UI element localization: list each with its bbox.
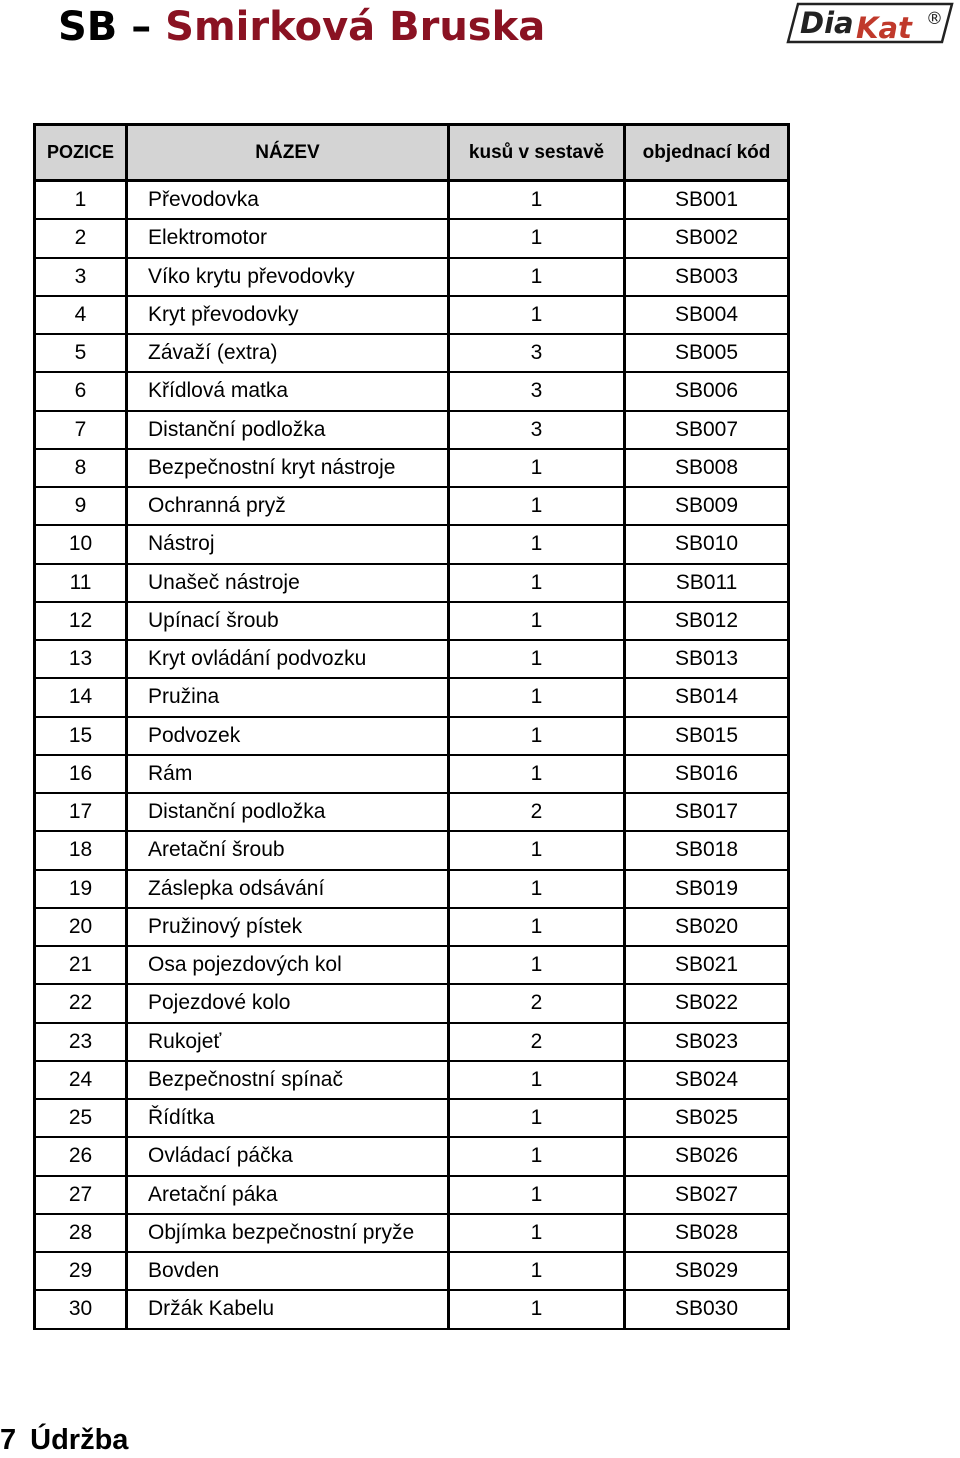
title-code: SB — [58, 4, 118, 50]
cell-position: 23 — [35, 1023, 127, 1061]
table-row — [35, 717, 789, 755]
cell-order-code: SB020 — [625, 908, 789, 946]
cell-quantity: 1 — [449, 1176, 625, 1214]
section-number: 7 — [0, 1424, 17, 1456]
cell-name: Distanční podložka — [127, 793, 449, 831]
header-quantity: kusů v sestavě — [449, 125, 625, 181]
section-title: Údržba — [30, 1424, 129, 1456]
cell-order-code: SB016 — [625, 755, 789, 793]
table-row — [35, 678, 789, 716]
table-header-row — [35, 125, 789, 181]
cell-position: 18 — [35, 831, 127, 869]
table-row — [35, 870, 789, 908]
cell-quantity: 1 — [449, 870, 625, 908]
cell-order-code: SB008 — [625, 449, 789, 487]
cell-quantity: 1 — [449, 946, 625, 984]
cell-position: 1 — [35, 181, 127, 220]
table-row — [35, 1023, 789, 1061]
cell-quantity: 1 — [449, 1252, 625, 1290]
cell-order-code: SB015 — [625, 717, 789, 755]
table-row — [35, 1214, 789, 1252]
cell-name: Kryt převodovky — [127, 296, 449, 334]
section-heading — [0, 1422, 128, 1458]
diakat-logo — [786, 2, 954, 44]
table-row — [35, 258, 789, 296]
diakat-logo-graphic — [786, 2, 954, 44]
cell-name: Bovden — [127, 1252, 449, 1290]
cell-position: 15 — [35, 717, 127, 755]
cell-name: Bezpečnostní kryt nástroje — [127, 449, 449, 487]
cell-quantity: 2 — [449, 793, 625, 831]
cell-name: Pružina — [127, 678, 449, 716]
cell-quantity: 3 — [449, 372, 625, 410]
table-row — [35, 1137, 789, 1175]
cell-order-code: SB028 — [625, 1214, 789, 1252]
header-name: NÁZEV — [127, 125, 449, 181]
cell-quantity: 1 — [449, 678, 625, 716]
cell-position: 26 — [35, 1137, 127, 1175]
cell-name: Podvozek — [127, 717, 449, 755]
cell-name: Křídlová matka — [127, 372, 449, 410]
cell-position: 27 — [35, 1176, 127, 1214]
header-order-code: objednací kód — [625, 125, 789, 181]
cell-name: Víko krytu převodovky — [127, 258, 449, 296]
cell-quantity: 1 — [449, 1137, 625, 1175]
cell-quantity: 1 — [449, 717, 625, 755]
cell-position: 14 — [35, 678, 127, 716]
cell-order-code: SB027 — [625, 1176, 789, 1214]
title-dash: – — [131, 4, 152, 50]
cell-order-code: SB012 — [625, 602, 789, 640]
cell-order-code: SB023 — [625, 1023, 789, 1061]
cell-position: 24 — [35, 1061, 127, 1099]
cell-order-code: SB030 — [625, 1290, 789, 1328]
cell-quantity: 1 — [449, 1290, 625, 1328]
cell-quantity: 1 — [449, 525, 625, 563]
cell-order-code: SB026 — [625, 1137, 789, 1175]
table-row — [35, 946, 789, 984]
cell-quantity: 1 — [449, 602, 625, 640]
cell-position: 19 — [35, 870, 127, 908]
cell-position: 21 — [35, 946, 127, 984]
cell-position: 7 — [35, 411, 127, 449]
cell-order-code: SB001 — [625, 181, 789, 220]
cell-order-code: SB005 — [625, 334, 789, 372]
cell-position: 28 — [35, 1214, 127, 1252]
cell-quantity: 1 — [449, 755, 625, 793]
cell-order-code: SB007 — [625, 411, 789, 449]
cell-position: 10 — [35, 525, 127, 563]
table-row — [35, 1252, 789, 1290]
cell-position: 2 — [35, 219, 127, 257]
table-row — [35, 1176, 789, 1214]
cell-name: Aretační páka — [127, 1176, 449, 1214]
table-row — [35, 1099, 789, 1137]
cell-name: Převodovka — [127, 181, 449, 220]
table-row — [35, 984, 789, 1022]
cell-order-code: SB009 — [625, 487, 789, 525]
cell-quantity: 3 — [449, 334, 625, 372]
cell-name: Závaží (extra) — [127, 334, 449, 372]
cell-quantity: 3 — [449, 411, 625, 449]
page-title — [58, 2, 545, 52]
cell-order-code: SB017 — [625, 793, 789, 831]
cell-position: 5 — [35, 334, 127, 372]
cell-position: 13 — [35, 640, 127, 678]
cell-position: 29 — [35, 1252, 127, 1290]
table-row — [35, 564, 789, 602]
cell-name: Elektromotor — [127, 219, 449, 257]
cell-quantity: 1 — [449, 487, 625, 525]
cell-quantity: 2 — [449, 984, 625, 1022]
cell-position: 30 — [35, 1290, 127, 1328]
logo-text-dia: Dia — [800, 6, 854, 40]
cell-quantity: 1 — [449, 1214, 625, 1252]
logo-text-kat: Kat — [856, 11, 912, 44]
cell-name: Záslepka odsávání — [127, 870, 449, 908]
cell-order-code: SB003 — [625, 258, 789, 296]
cell-quantity: 1 — [449, 640, 625, 678]
cell-order-code: SB019 — [625, 870, 789, 908]
table-row — [35, 334, 789, 372]
table-row — [35, 181, 789, 220]
cell-position: 4 — [35, 296, 127, 334]
cell-name: Ochranná pryž — [127, 487, 449, 525]
table-row — [35, 449, 789, 487]
parts-table-body — [35, 181, 789, 1329]
cell-position: 20 — [35, 908, 127, 946]
cell-order-code: SB022 — [625, 984, 789, 1022]
cell-name: Rukojeť — [127, 1023, 449, 1061]
cell-name: Pružinový pístek — [127, 908, 449, 946]
cell-order-code: SB029 — [625, 1252, 789, 1290]
table-row — [35, 1290, 789, 1328]
cell-position: 17 — [35, 793, 127, 831]
cell-name: Kryt ovládání podvozku — [127, 640, 449, 678]
table-row — [35, 602, 789, 640]
cell-quantity: 1 — [449, 258, 625, 296]
cell-order-code: SB021 — [625, 946, 789, 984]
cell-position: 16 — [35, 755, 127, 793]
cell-order-code: SB011 — [625, 564, 789, 602]
cell-name: Rám — [127, 755, 449, 793]
parts-table — [33, 123, 790, 1330]
cell-name: Bezpečnostní spínač — [127, 1061, 449, 1099]
table-row — [35, 793, 789, 831]
cell-name: Objímka bezpečnostní pryže — [127, 1214, 449, 1252]
cell-name: Unašeč nástroje — [127, 564, 449, 602]
table-row — [35, 908, 789, 946]
cell-order-code: SB002 — [625, 219, 789, 257]
table-row — [35, 411, 789, 449]
cell-quantity: 1 — [449, 564, 625, 602]
cell-quantity: 1 — [449, 1099, 625, 1137]
title-name: Smirková Bruska — [165, 4, 546, 50]
table-row — [35, 1061, 789, 1099]
cell-order-code: SB014 — [625, 678, 789, 716]
cell-name: Nástroj — [127, 525, 449, 563]
cell-position: 3 — [35, 258, 127, 296]
cell-position: 9 — [35, 487, 127, 525]
table-row — [35, 487, 789, 525]
cell-order-code: SB006 — [625, 372, 789, 410]
table-row — [35, 296, 789, 334]
table-row — [35, 219, 789, 257]
logo-registered-mark: ® — [926, 9, 943, 29]
cell-quantity: 1 — [449, 181, 625, 220]
cell-position: 25 — [35, 1099, 127, 1137]
cell-order-code: SB010 — [625, 525, 789, 563]
table-row — [35, 525, 789, 563]
cell-position: 6 — [35, 372, 127, 410]
cell-name: Upínací šroub — [127, 602, 449, 640]
table-row — [35, 372, 789, 410]
cell-order-code: SB025 — [625, 1099, 789, 1137]
cell-order-code: SB024 — [625, 1061, 789, 1099]
cell-position: 8 — [35, 449, 127, 487]
cell-name: Aretační šroub — [127, 831, 449, 869]
cell-quantity: 1 — [449, 449, 625, 487]
cell-quantity: 2 — [449, 1023, 625, 1061]
cell-name: Osa pojezdových kol — [127, 946, 449, 984]
cell-position: 11 — [35, 564, 127, 602]
table-row — [35, 640, 789, 678]
cell-position: 12 — [35, 602, 127, 640]
table-row — [35, 755, 789, 793]
cell-quantity: 1 — [449, 296, 625, 334]
cell-name: Řídítka — [127, 1099, 449, 1137]
cell-quantity: 1 — [449, 908, 625, 946]
cell-name: Držák Kabelu — [127, 1290, 449, 1328]
header-position: POZICE — [35, 125, 127, 181]
cell-quantity: 1 — [449, 1061, 625, 1099]
cell-quantity: 1 — [449, 219, 625, 257]
cell-name: Pojezdové kolo — [127, 984, 449, 1022]
cell-name: Distanční podložka — [127, 411, 449, 449]
cell-quantity: 1 — [449, 831, 625, 869]
cell-position: 22 — [35, 984, 127, 1022]
cell-name: Ovládací páčka — [127, 1137, 449, 1175]
cell-order-code: SB013 — [625, 640, 789, 678]
cell-order-code: SB018 — [625, 831, 789, 869]
table-row — [35, 831, 789, 869]
cell-order-code: SB004 — [625, 296, 789, 334]
